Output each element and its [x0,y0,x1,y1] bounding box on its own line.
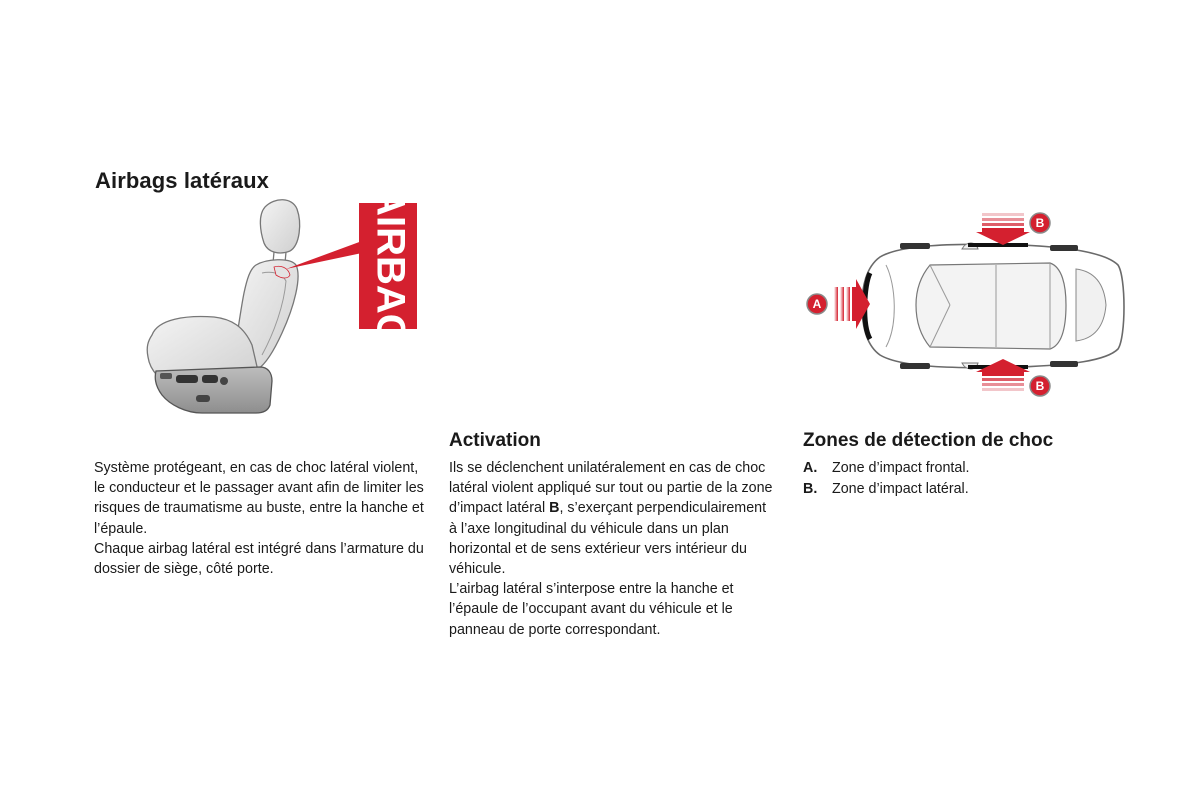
activation-text-part-1: Ils se déclenchent unilatéralement en cas de choc latéral violent appliqué sur tout ou partie de la zone d’impact latéral [449,460,773,517]
list-item-letter: B. [803,480,818,497]
activation-text-column [449,458,774,640]
seat-airbag-illustration [140,195,422,417]
marker-b-bottom-label: B [1035,379,1045,394]
airbag-label: AIRBAG [368,195,413,345]
marker-b-top-label: B [1035,216,1045,231]
intro-text-column [94,458,424,579]
list-item-text: Zone d’impact latéral. [832,480,969,497]
activation-paragraph-2: L’airbag latéral s’interpose entre la hanche et l’épaule de l’occupant avant du véhicule et le panneau de porte correspondant. [449,581,734,638]
intro-paragraph-2: Chaque airbag latéral est intégré dans l’armature du dossier de siège, côté porte. [94,540,424,578]
list-item-text: Zone d’impact frontal. [832,460,970,476]
activation-heading: Activation [449,430,541,451]
activation-paragraph-1 [449,458,774,579]
list-item [803,458,1103,479]
intro-paragraph-1: Système protégeant, en cas de choc latéral violent, le conducteur et le passager avant afin de limiter les risques de traumatisme au buste, entre la hanche et l’épaule. [94,460,424,537]
list-item-letter: A. [803,460,818,476]
detection-zones-heading: Zones de détection de choc [803,430,1054,451]
lateral-impact-arrow-top [976,213,1030,245]
section-title: Airbags latéraux [95,168,270,193]
detection-zones-list [803,458,1103,499]
activation-text-part-2: , s’exerçant perpendiculairement à l’axe longitudinal du véhicule dans un plan horizontal et de sens extérieur vers intérieur du véhicule. [449,500,767,578]
list-item [803,479,1103,500]
marker-a-label: A [812,297,822,312]
car-impact-zones-illustration [800,205,1130,415]
zone-b-reference: B [549,500,560,517]
